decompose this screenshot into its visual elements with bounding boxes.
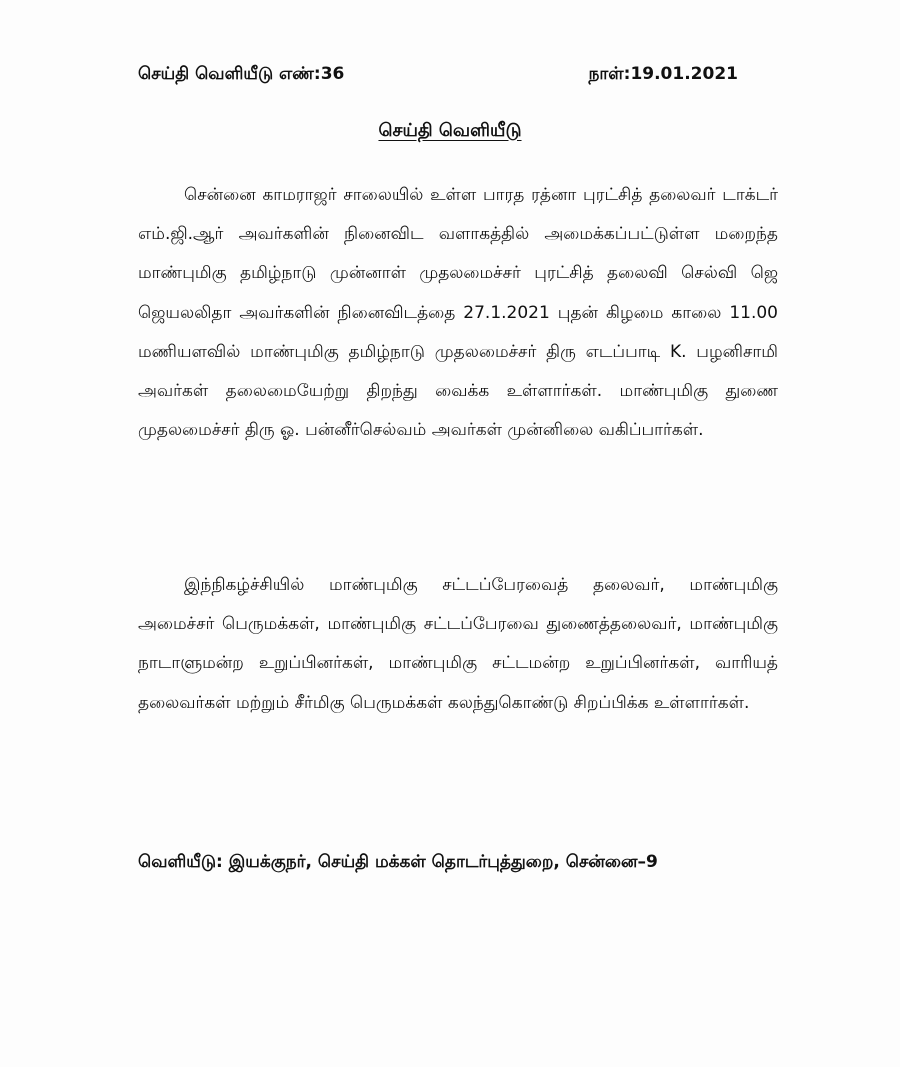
- body-paragraph-1: சென்னை காமராஜர் சாலையில் உள்ள பாரத ரத்னா புரட்சித் தலைவர் டாக்டர் எம்.ஜி.ஆர் அவர்களின் நினைவிட வளாகத்தில் அமைக்கப்பட்டுள்ள மறைந்த மாண்புமிகு தமிழ்நாடு முன்னாள் முதலமைச்சர் புரட்சித் தலைவி செல்வி ஜெ ஜெயலலிதா அவர்களின் நினைவிடத்தை 27.1.2021 புதன் கிழமை காலை 11.00 மணியளவில் மாண்புமிகு தமிழ்நாடு முதலமைச்சர் திரு எடப்பாடி K. பழனிசாமி அவர்கள் தலைமையேற்று திறந்து வைக்க உள்ளார்கள். மாண்புமிகு துணை முதலமைச்சர் திரு ஓ. பன்னீர்செல்வம் அவர்கள் முன்னிலை வகிப்பார்கள்.: [138, 185, 778, 441]
- release-date: நாள்:19.01.2021: [588, 64, 738, 84]
- body-paragraph-2: இந்நிகழ்ச்சியில் மாண்புமிகு சட்டப்பேரவைத் தலைவர், மாண்புமிகு அமைச்சர் பெருமக்கள், மாண்புமிகு சட்டப்பேரவை துணைத்தலைவர், மாண்புமிகு நாடாளுமன்ற உறுப்பினர்கள், மாண்புமிகு சட்டமன்ற உறுப்பினர்கள், வாரியத் தலைவர்கள் மற்றும் சீர்மிகு பெருமக்கள் கலந்துகொண்டு சிறப்பிக்க உள்ளார்கள்.: [138, 575, 778, 713]
- issued-by-footer: வெளியீடு: இயக்குநர், செய்தி மக்கள் தொடர்புத்துறை, சென்னை–9: [138, 852, 658, 872]
- header-row: [138, 64, 738, 92]
- document-title: செய்தி வெளியீடு: [378, 120, 522, 141]
- release-number: செய்தி வெளியீடு எண்:36: [138, 64, 345, 84]
